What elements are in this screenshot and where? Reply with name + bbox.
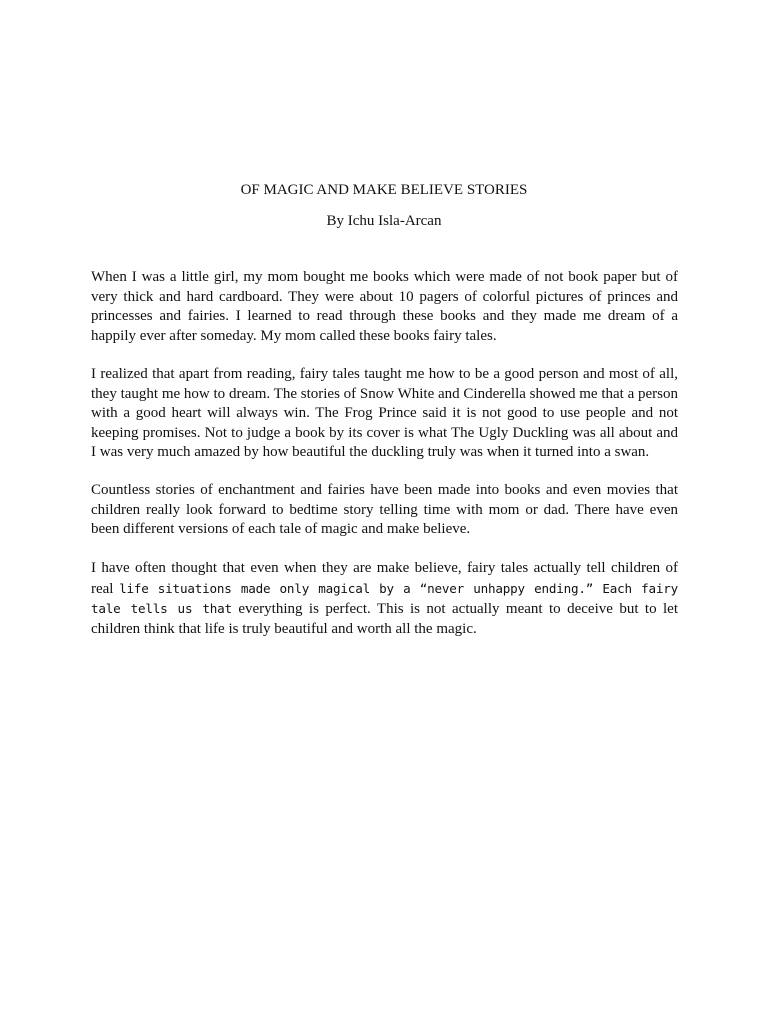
body-paragraph: Countless stories of enchantment and fairies have been made into books and even movies that children really look forward to bedtime story telling time with mom or dad. There have even been different versions of each tale of magic and make believe. (91, 482, 678, 537)
body-paragraph: I realized that apart from reading, fairy tales taught me how to be a good person and most of all, they taught me how to dream. The stories of Snow White and Cinderella showed me that a person with a good heart will always win. The Frog Prince said it is not good to use people and not keeping promises. Not to judge a book by its cover is what The Ugly Duckling was all about and I was very much amazed by how beautiful the duckling truly was when it turned into a swan. (91, 366, 678, 460)
document-title: OF MAGIC AND MAKE BELIEVE STORIES (240, 182, 528, 198)
document-byline: By Ichu Isla-Arcan (326, 213, 442, 229)
body-paragraph-2-block (91, 365, 678, 463)
paragraph-4-part-3: everything is perfect. This is not actually meant to deceive but to let children think that life is truly beautiful and worth all the magic. (91, 601, 678, 637)
body-paragraph (91, 559, 678, 639)
body-paragraph-3-block (91, 481, 678, 540)
paragraph-4-part-2: life situations made only magical by a “never unhappy ending.” Each fairy tale tells us that (91, 580, 678, 616)
body-paragraph-4-block (91, 559, 678, 639)
paragraph-4-part-1: I have often thought that even when they are make believe, fairy tales actually tell children of real (91, 560, 678, 597)
body-paragraph: When I was a little girl, my mom bought me books which were made of not book paper but of very thick and hard cardboard. They were about 10 pagers of colorful pictures of princes and princesses and fairies. I learned to read through these books and they made me dream of a happily ever after someday. My mom called these books fairy tales. (91, 269, 678, 344)
body-paragraph-1-block (91, 268, 678, 346)
